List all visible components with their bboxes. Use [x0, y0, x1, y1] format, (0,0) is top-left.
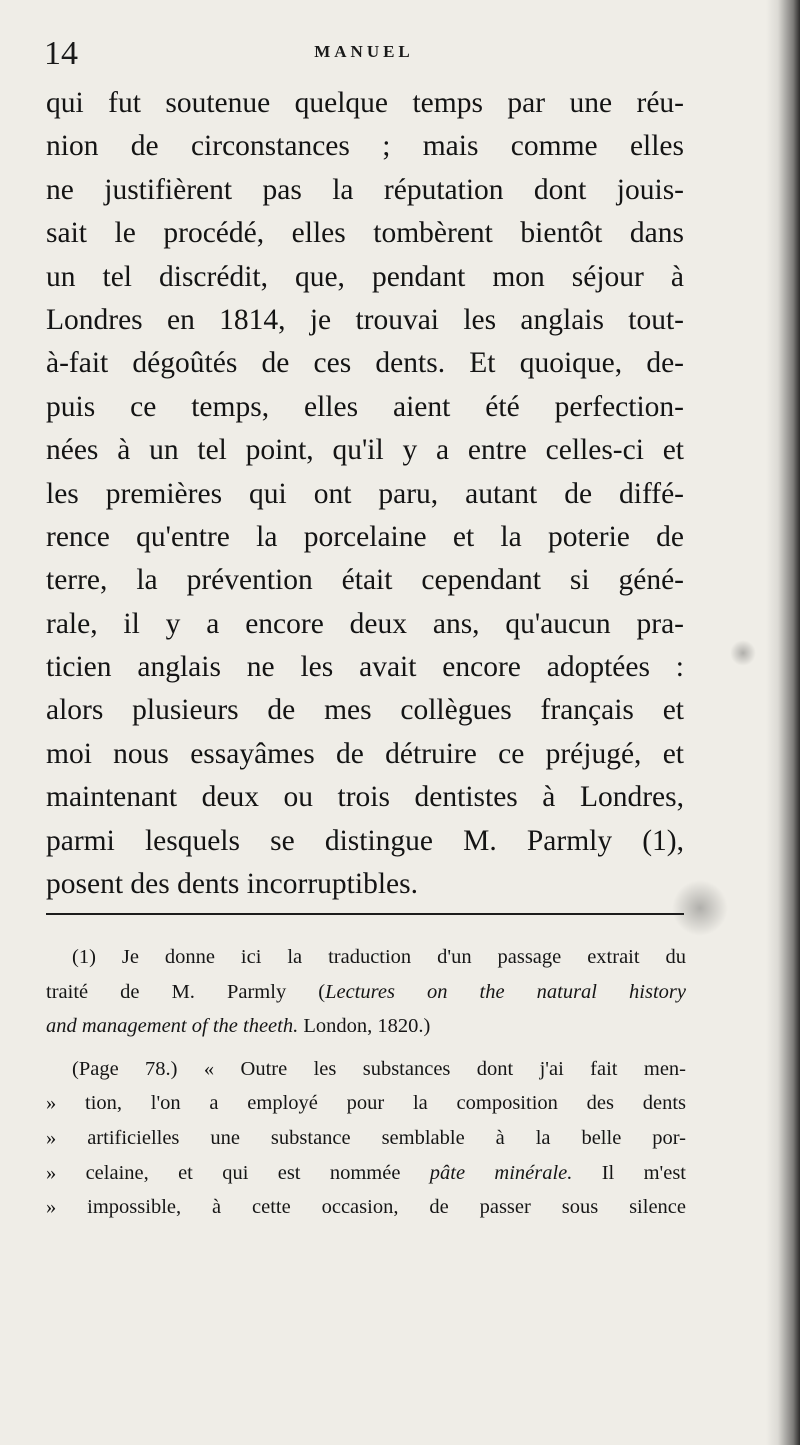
- text-line: à-fait dégoûtés de ces dents. Et quoique, de-: [46, 347, 684, 380]
- text-line: ne justifièrent pas la réputation dont jouis-: [46, 173, 684, 206]
- main-text: [46, 82, 684, 906]
- footnote: [46, 940, 686, 1225]
- footnote-line: » impossible, à cette occasion, de passer sous silence: [46, 1196, 686, 1219]
- text-line: les premières qui ont paru, autant de diffé-: [46, 477, 684, 510]
- footnote-italic: pâte minérale.: [429, 1161, 573, 1184]
- page-header: [44, 34, 684, 74]
- ink-stain: [730, 640, 756, 666]
- footnote-line: » tion, l'on a employé pour la composition des dents: [46, 1092, 686, 1115]
- text-line: ticien anglais ne les avait encore adoptées :: [46, 651, 684, 684]
- footnote-text: traité de M. Parmly (: [46, 980, 326, 1003]
- footnote-title-italic: and management of the theeth.: [46, 1015, 299, 1038]
- footnote-line: » artificielles une substance semblable à la belle por-: [46, 1126, 686, 1149]
- text-line: Londres en 1814, je trouvai les anglais tout-: [46, 303, 684, 336]
- page-number: 14: [44, 35, 78, 72]
- footnote-line: (Page 78.) « Outre les substances dont j'ai fait men-: [72, 1057, 686, 1080]
- text-line: nées à un tel point, qu'il y a entre celles-ci et: [46, 434, 684, 467]
- text-line: maintenant deux ou trois dentistes à Londres,: [46, 781, 684, 814]
- text-line: posent des dents incorruptibles.: [46, 868, 418, 901]
- running-head: MANUEL: [314, 42, 414, 61]
- page-edge-shadow: [766, 0, 800, 1445]
- footnote-line: [46, 975, 686, 1010]
- footnote-rule: [46, 913, 684, 915]
- text-line: rale, il y a encore deux ans, qu'aucun pra-: [46, 607, 684, 640]
- text-line: terre, la prévention était cependant si géné-: [46, 564, 684, 597]
- ink-stain: [672, 880, 728, 936]
- footnote-text: London, 1820.): [298, 1015, 431, 1038]
- text-line: nion de circonstances ; mais comme elles: [46, 130, 684, 163]
- text-line: un tel discrédit, que, pendant mon séjour à: [46, 260, 684, 293]
- footnote-line: [46, 1156, 686, 1191]
- text-line: moi nous essayâmes de détruire ce préjugé, et: [46, 737, 684, 770]
- footnote-title-italic: Lectures on the natural history: [325, 980, 686, 1003]
- text-line: qui fut soutenue quelque temps par une réu-: [46, 87, 684, 119]
- text-line: rence qu'entre la porcelaine et la poterie de: [46, 520, 684, 553]
- text-line: puis ce temps, elles aient été perfection-: [46, 390, 684, 423]
- text-line: alors plusieurs de mes collègues français et: [46, 694, 684, 727]
- footnote-text: Il m'est: [572, 1161, 686, 1184]
- footnote-line: (1) Je donne ici la traduction d'un passage extrait du: [72, 946, 686, 968]
- text-line: sait le procédé, elles tombèrent bientôt dans: [46, 217, 684, 250]
- footnote-line: [46, 1009, 686, 1044]
- text-line: parmi lesquels se distingue M. Parmly (1),: [46, 824, 684, 857]
- footnote-text: » celaine, et qui est nommée: [46, 1161, 430, 1184]
